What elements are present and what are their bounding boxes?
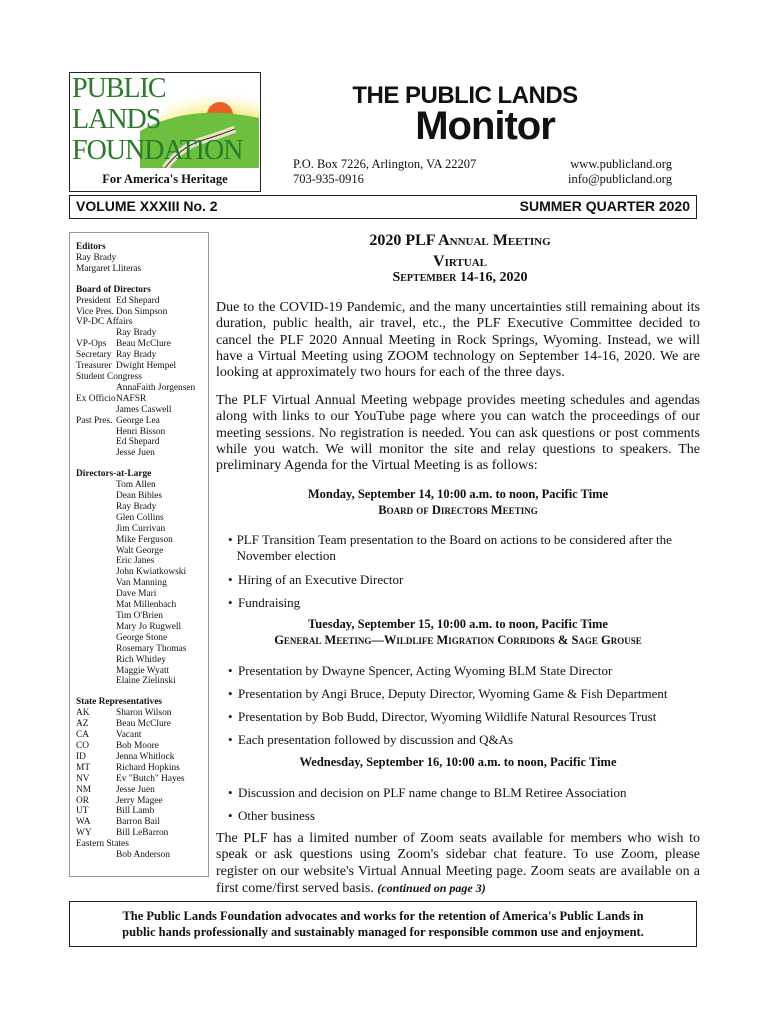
board-name: George Lea (116, 415, 160, 426)
editor-name: Ray Brady (76, 252, 117, 263)
rep-name: Beau McClure (116, 719, 171, 730)
masthead-subtitle: Monitor (415, 104, 555, 148)
board-row (76, 437, 195, 448)
board-row (76, 296, 195, 307)
session-2-item-3: • Presentation by Bob Budd, Director, Wyoming Wildlife Natural Resources Trust (228, 709, 657, 724)
rep-state: WA (76, 817, 91, 828)
rep-row (76, 763, 195, 774)
rep-name: Vacant (116, 730, 142, 741)
board-name: Jesse Juen (116, 448, 155, 459)
eastern-name: Bob Anderson (116, 850, 170, 861)
article-paragraph-2: The PLF Virtual Annual Meeting webpage provides meeting schedules and agendas along with links to our YouTube page where you can watch the proceedings of our meeting sessions. No registration is needed. You can ask questions or post comments while you watch. We will monitor the site and relay questions to speakers. The preliminary Agenda for the Virtual Meeting is as follows: (216, 393, 700, 474)
quarter-label: SUMMER QUARTER 2020 (519, 198, 690, 214)
rep-state: AK (76, 708, 90, 719)
board-heading: Board of Directors (76, 284, 151, 295)
board-role: VP-DC Affairs (76, 317, 133, 328)
director-name: Glen Collins (116, 512, 164, 523)
website-link[interactable]: www.publicland.org (570, 157, 672, 171)
bullet-icon: • (228, 663, 233, 678)
bullet-icon: • (228, 572, 233, 587)
bullet-icon: • (228, 709, 233, 724)
board-row (76, 350, 195, 361)
rep-name: Richard Hopkins (116, 762, 180, 773)
director-name: Eric Janes (116, 556, 155, 567)
rep-row (76, 796, 195, 807)
board-row (76, 372, 195, 383)
contact-right (520, 157, 672, 187)
board-name: Beau McClure (116, 339, 171, 350)
logo-tagline: For America's Heritage (102, 172, 228, 186)
board-name: James Caswell (116, 404, 172, 415)
board-row (76, 317, 195, 328)
director-name: Mat Millenbach (116, 600, 177, 611)
rep-state: WY (76, 828, 92, 839)
rep-state: CO (76, 740, 90, 751)
volume-label: VOLUME XXXIII No. 2 (76, 198, 218, 214)
board-role (76, 405, 116, 416)
session-2-item-4: • Each presentation followed by discussion and Q&As (228, 732, 514, 747)
session-1-name: Board of Directors Meeting (378, 503, 538, 517)
article-date: September 14-16, 2020 (392, 270, 528, 285)
director-name: John Kwiatkowski (116, 567, 187, 578)
bullet-icon: • (228, 785, 233, 800)
rep-state: MT (76, 762, 91, 773)
email-link[interactable]: info@publicland.org (568, 172, 672, 186)
session-3-item-2: • Other business (228, 808, 315, 823)
rep-row (76, 730, 195, 741)
logo-word-lands: LANDS (72, 104, 161, 135)
logo-word-public: PUBLIC (72, 73, 166, 104)
rep-row (76, 785, 195, 796)
board-row (76, 383, 195, 394)
article-paragraph-1: Due to the COVID-19 Pandemic, and the many uncertainties still remaining about its duration, public health, air travel, etc., the PLF Executive Committee decided to cancel the PLF 2020 Annual Meeting in Rock Springs, Wyoming. Instead, we will have a Virtual Meeting using ZOOM technology on September 14-16, 2020. We are looking at approximately two hours for each of the three days. (216, 300, 700, 381)
contact-left (293, 157, 476, 187)
closing-text: The PLF has a limited number of Zoom seats available for members who wish to speak or ask questions using Zoom's sidebar chat feature. To use Zoom, please register on our website's Virtual Annual Meeting page. Zoom seats are available on a first come/first served basis. (216, 831, 700, 896)
board-name: AnnaFaith Jorgensen (116, 382, 196, 393)
board-role (76, 448, 116, 459)
mission-line-1: The Public Lands Foundation advocates and works for the retention of America's Public Lands in (122, 909, 644, 923)
session-2-name: General Meeting—Wildlife Migration Corridors & Sage Grouse (274, 633, 642, 647)
board-role: Student Congress (76, 371, 142, 382)
board-row (76, 339, 195, 350)
rep-name: Bob Moore (116, 740, 159, 751)
rep-state: AZ (76, 719, 89, 730)
rep-row (76, 774, 195, 785)
board-name: Don Simpson (116, 306, 168, 317)
rep-name: Bill LeBarron (116, 828, 169, 839)
rep-name: Sharon Wilson (116, 708, 172, 719)
board-role (76, 328, 116, 339)
board-name: NAFSR (116, 393, 147, 404)
rep-name: Barron Bail (116, 817, 161, 828)
board-role: VP-Ops (76, 339, 107, 350)
bullet-icon: • (228, 686, 233, 701)
rep-name: Jesse Juen (116, 784, 155, 795)
board-row (76, 448, 195, 459)
article-title-line2: Virtual (433, 253, 487, 270)
masthead-title: THE PUBLIC LANDS (352, 82, 578, 109)
rep-state: NM (76, 784, 92, 795)
session-2-item-1: • Presentation by Dwayne Spencer, Acting Wyoming BLM State Director (228, 663, 613, 678)
phone: 703-935-0916 (293, 172, 364, 186)
bullet-icon: • (228, 732, 233, 747)
board-name: Dwight Hempel (116, 361, 177, 372)
plf-logo (69, 72, 261, 192)
board-role (76, 437, 116, 448)
article-title (300, 230, 620, 272)
director-name: George Stone (116, 632, 168, 643)
director-name: Tim O'Brien (116, 611, 163, 621)
board-role: Secretary (76, 350, 112, 361)
rep-name: Jenna Whitlock (116, 751, 175, 762)
rep-name: Bill Lamb (116, 806, 155, 817)
board-row (76, 361, 195, 372)
director-name: Mary Jo Rugwell (116, 621, 182, 632)
director-name: Walt George (116, 545, 164, 556)
session-1-time: Monday, September 14, 10:00 a.m. to noon, Pacific Time (307, 487, 609, 501)
board-role: President (76, 295, 111, 306)
director-name: Dave Mari (116, 589, 157, 600)
director-name: Elaine Zielinski (116, 676, 176, 687)
rep-state: OR (76, 795, 90, 806)
board-row (76, 394, 195, 405)
director-name: Rosemary Thomas (116, 643, 187, 654)
board-role (76, 383, 116, 394)
editor-name: Margaret Lliteras (76, 263, 142, 274)
director-name: Mike Ferguson (116, 534, 173, 545)
bullet-icon: • (228, 808, 233, 823)
board-role (76, 427, 116, 438)
directors-heading: Directors-at-Large (76, 469, 152, 480)
board-row (76, 427, 195, 438)
board-role: Past Pres. (76, 415, 113, 426)
board-row (76, 405, 195, 416)
mission-statement (69, 901, 697, 947)
rep-state: NV (76, 773, 90, 784)
director-name: Dean Bibles (116, 491, 163, 502)
article-closing (216, 831, 700, 897)
board-name: Ed Shepard (116, 295, 160, 306)
continued-link[interactable]: (continued on page 3) (377, 880, 486, 895)
rep-name: Ev "Butch" Hayes (116, 773, 185, 784)
mission-line-2: public hands professionally and sustainably managed for responsible common use and enjoyment. (122, 925, 644, 939)
board-name: Ed Shepard (116, 437, 160, 448)
reps-heading: State Representatives (76, 697, 163, 708)
rep-state: ID (76, 751, 86, 762)
board-role: Vice Pres. (76, 306, 114, 317)
rep-row (76, 806, 195, 817)
board-row (76, 416, 195, 427)
logo-word-foundation: FOUNDATION (72, 135, 243, 166)
eastern-label: Eastern States (76, 839, 129, 850)
director-name: Maggie Wyatt (116, 665, 170, 676)
rep-row (76, 817, 195, 828)
board-name: Ray Brady (116, 350, 157, 361)
bullet-icon: • (228, 532, 233, 547)
board-role: Ex Officio (76, 393, 116, 404)
rep-row (76, 719, 195, 730)
director-name: Jim Currivan (116, 523, 166, 534)
editors-heading: Editors (76, 242, 106, 252)
session-1-item-2: • Hiring of an Executive Director (228, 572, 404, 587)
board-row (76, 307, 195, 318)
rep-row (76, 708, 195, 719)
rep-name: Jerry Magee (116, 795, 163, 806)
director-name: Ray Brady (116, 501, 157, 512)
rep-row (76, 741, 195, 752)
session-1-item-1: • PLF Transition Team presentation to the Board on actions to be considered after the November election (228, 532, 672, 563)
board-row (76, 328, 195, 339)
rep-state: UT (76, 806, 89, 817)
director-name: Tom Allen (116, 480, 156, 491)
session-1-item-3: • Fundraising (228, 595, 301, 610)
sidebar (69, 232, 209, 877)
session-2-time: Tuesday, September 15, 10:00 a.m. to noon, Pacific Time (308, 617, 608, 631)
address: P.O. Box 7226, Arlington, VA 22207 (293, 157, 477, 171)
rep-state: CA (76, 730, 90, 741)
article-title-line1: 2020 PLF Annual Meeting (369, 232, 551, 249)
board-name: Henri Bisson (116, 426, 166, 437)
session-3-item-1: • Discussion and decision on PLF name change to BLM Retiree Association (228, 785, 627, 800)
board-name: Ray Brady (116, 328, 157, 339)
bullet-icon: • (228, 595, 233, 610)
volume-bar (69, 195, 697, 219)
rep-row (76, 828, 195, 839)
rep-row (76, 752, 195, 763)
director-name: Rich Whitley (116, 654, 167, 665)
board-role: Treasurer (76, 361, 112, 372)
session-2-item-2: • Presentation by Angi Bruce, Deputy Director, Wyoming Game & Fish Department (228, 686, 668, 701)
director-name: Van Manning (116, 578, 167, 589)
session-3-time: Wednesday, September 16, 10:00 a.m. to noon, Pacific Time (299, 755, 617, 769)
